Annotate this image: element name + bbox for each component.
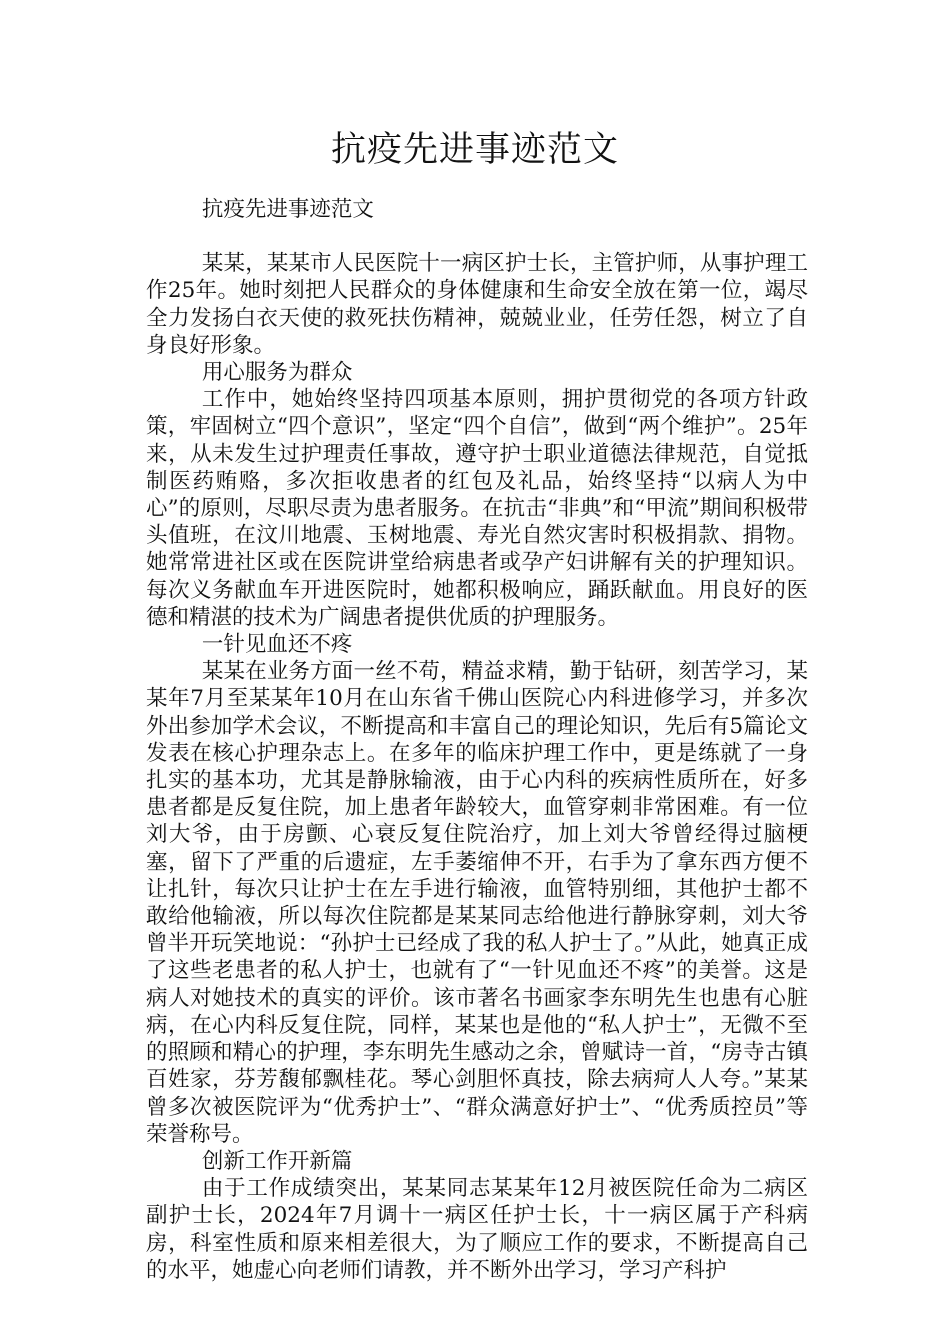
body-paragraph: 由于工作成绩突出，某某同志某某年12月被医院任命为二病区副护士长，2024年7月调十一病区任护士长，十一病区属于产科病房，科室性质和原来相差很大，为了顺应工作的要求，不断提高自己的水平，她虚心向老师们请教，并不断外出学习，学习产科护 xyxy=(146,1176,808,1283)
body-paragraph: 某某在业务方面一丝不苟，精益求精，勤于钻研，刻苦学习，某某年7月至某某年10月在山东省千佛山医院心内科进修学习，并多次外出参加学术会议，不断提高和丰富自己的理论知识，先后有5篇论文发表在核心护理杂志上。在多年的临床护理工作中，更是练就了一身扎实的基本功，尤其是静脉输液，由于心内科的疾病性质所在，好多患者都是反复住院，加上患者年龄较大，血管穿刺非常困难。有一位刘大爷，由于房颤、心衰反复住院治疗，加上刘大爷曾经得过脑梗塞，留下了严重的后遗症，左手萎缩伸不开，右手为了拿东西方便不让扎针，每次只让护士在左手进行输液，血管特别细，其他护士都不敢给他输液，所以每次住院都是某某同志给他进行静脉穿刺，刘大爷曾半开玩笑地说：“孙护士已经成了我的私人护士了。”从此，她真正成了这些老患者的私人护士，也就有了“一针见血还不疼”的美誉。这是病人对她技术的真实的评价。该市著名书画家李东明先生也患有心脏病，在心内科反复住院，同样，某某也是他的“私人护士”，无微不至的照顾和精心的护理，李东明先生感动之余，曾赋诗一首，“房寺古镇百姓家，芬芳馥郁飘桂花。琴心剑胆怀真技，除去病疴人人夸。”某某曾多次被医院评为“优秀护士”、“群众满意好护士”、“优秀质控员”等荣誉称号。 xyxy=(146,659,808,1147)
document-subtitle: 抗疫先进事迹范文 xyxy=(201,197,374,222)
section-heading: 一针见血还不疼 xyxy=(201,632,353,658)
intro-paragraph: 某某，某某市人民医院十一病区护士长，主管护师，从事护理工作25年。她时刻把人民群众的身体健康和生命安全放在第一位，竭尽全力发扬白衣天使的救死扶伤精神，兢兢业业，任劳任怨，树立了自身良好形象。 xyxy=(146,251,808,358)
document-title: 抗疫先进事迹范文 xyxy=(330,130,619,170)
body-paragraph: 工作中，她始终坚持四项基本原则，拥护贯彻党的各项方针政策，牢固树立“四个意识”，坚定“四个自信”，做到“两个维护”。25年来，从未发生过护理责任事故，遵守护士职业道德法律规范，自觉抵制医药贿赂，多次拒收患者的红包及礼品，始终坚持“以病人为中心”的原则，尽职尽责为患者服务。在抗击“非典”和“甲流”期间积极带头值班，在汶川地震、玉树地震、寿光自然灾害时积极捐款、捐物。她常常进社区或在医院讲堂给病患者或孕产妇讲解有关的护理知识。每次义务献血车开进医院时，她都积极响应，踊跃献血。用良好的医德和精湛的技术为广阔患者提供优质的护理服务。 xyxy=(146,387,808,630)
section-heading: 用心服务为群众 xyxy=(201,360,353,386)
document-body xyxy=(146,196,808,1284)
section-heading: 创新工作开新篇 xyxy=(201,1148,353,1174)
